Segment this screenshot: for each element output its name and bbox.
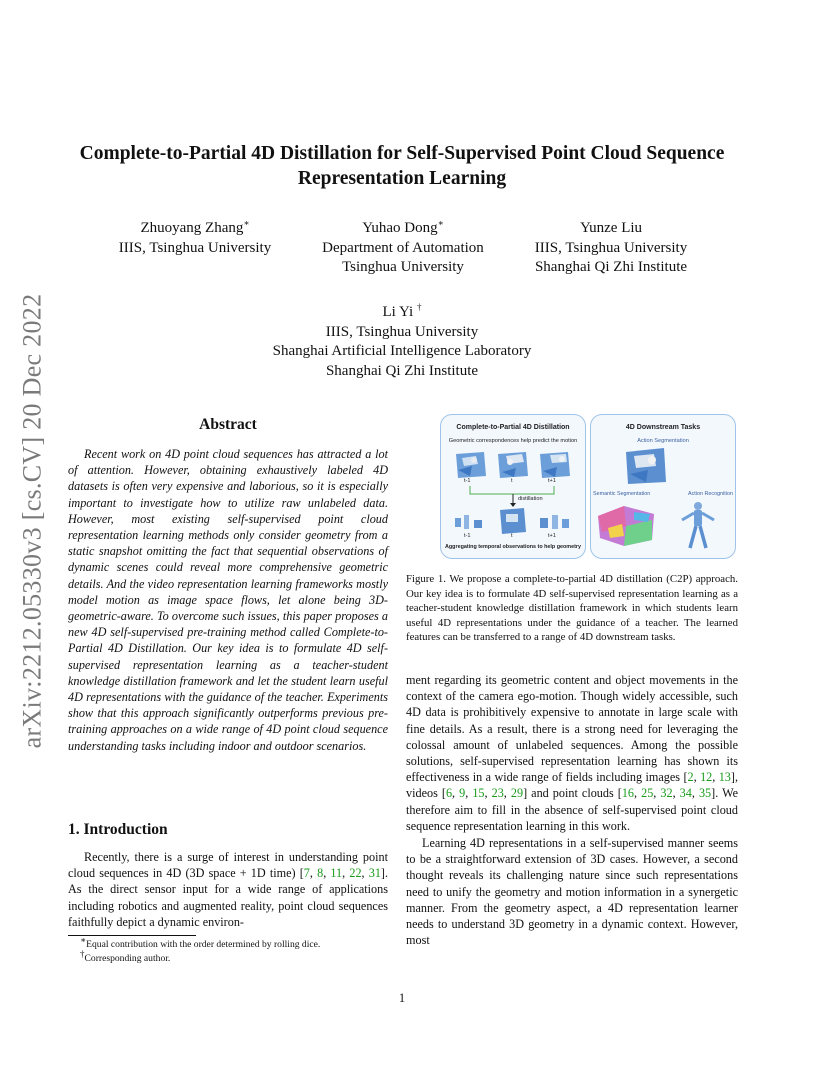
author-affiliation: Tsinghua University bbox=[342, 259, 464, 275]
citation-link[interactable]: 35 bbox=[698, 786, 712, 801]
author-mark: † bbox=[416, 302, 422, 312]
author-affiliation: IIIS, Tsinghua University bbox=[325, 323, 479, 340]
abstract-text: Recent work on 4D point cloud sequences has attracted a lot of attention. However, obtaining exhaustively labeled 4D datasets is often very expensive and laborious, so it is especially important to investigate how to utilize raw unlabeled data. However, most existing self-supervised point cloud representation learning methods only consider geometry from a static snapshot omitting the fact that sequential observations of dynamic scenes could reveal more comprehensive geometric details. And the video representation learning frameworks mostly model motion as image space flows, let alone being 3D-geometric-aware. To overcome such issues, this paper proposes a new 4D self-supervised pre-training method called Complete-to-Partial 4D Distillation. Our key idea is to formulate 4D self-supervised representation learning as a teacher-student knowledge distillation framework and let the student learn useful 4D representations with the guidance of the teacher. Experiments show that this approach significantly outperforms previous pre-training approaches on a wide range of 4D point cloud sequence understanding tasks including indoor and outdoor scenarios. bbox=[68, 447, 388, 753]
footnote-rule bbox=[68, 935, 196, 936]
citation-link[interactable]: 31 bbox=[368, 866, 381, 881]
semantic-segmentation-image bbox=[594, 502, 658, 548]
frame-label: t-1 bbox=[464, 533, 471, 539]
text-run: ment regarding its geometric content and object movements in the context of the camera ego-motion. Though widely accessible, such 4D data is prohibitively expensive to annotate in large scale with fine details. As a result, there is a strong need for leveraging the colossal amount of unlabeled sequences. Among the possible solutions, self-supervised representation learning has shown its effectiveness in a wide range of fields including images [ bbox=[406, 673, 738, 785]
citation-link[interactable]: 34 bbox=[679, 786, 692, 801]
footnote-2: Corresponding author. bbox=[84, 953, 171, 964]
action-segmentation-image bbox=[624, 446, 668, 486]
text-run: ], videos [ bbox=[406, 770, 738, 801]
figure-1 bbox=[440, 414, 736, 559]
text-run: ] and point clouds [ bbox=[523, 786, 622, 801]
title-line-1: Complete-to-Partial 4D Distillation for Self-Supervised Point Cloud Sequence bbox=[79, 143, 725, 164]
author-block-2 bbox=[306, 219, 500, 278]
point-cloud-frame-t-plus-1-image bbox=[538, 450, 572, 480]
paragraph: ment regarding its geometric content and object movements in the context of the camera ego-motion. Though widely accessible, such 4D data is prohibitively expensive to annotate in large scale with fine details. As a result, there is a strong need for leveraging the colossal amount of unlabeled sequences. Among the possible solutions, self-supervised representation learning has shown its effectiveness in a wide range of fields including images [2, 12, 13], videos [6, 9, 15, 23, 29] and point clouds [16, 25, 32, 34, 35]. We therefore aim to fill in the absence of self-supervised point cloud sequence representation learning in this work. bbox=[406, 673, 739, 833]
action-recognition-human-image bbox=[678, 500, 718, 552]
page-number: 1 bbox=[398, 991, 406, 1005]
figure-panel-subtitle: Geometric correspondences help predict the motion bbox=[448, 438, 578, 444]
frame-label: t+1 bbox=[548, 533, 556, 539]
author-affiliation: Department of Automation bbox=[322, 239, 484, 256]
figure-panel-footer: Aggregating temporal observations to help geometry bbox=[445, 544, 581, 550]
citation-link[interactable]: 12 bbox=[700, 770, 713, 785]
text-run: Recently, there is a surge of interest in understanding point cloud sequences in 4D (3D space + 1D time) [ bbox=[68, 850, 388, 881]
author-name: Yunze Liu bbox=[579, 220, 643, 236]
text-run: ]. We therefore aim to fill in the absence of self-supervised point cloud sequence representation learning in this work. bbox=[406, 786, 739, 833]
footnote-mark: ∗ bbox=[80, 934, 87, 945]
frame-label: t bbox=[511, 478, 513, 484]
citation-link[interactable]: 8 bbox=[317, 866, 324, 881]
footnotes bbox=[80, 934, 400, 966]
arxiv-id: arXiv:2212.05330v3 [cs.CV] 20 Dec 2022 bbox=[17, 293, 46, 749]
arxiv-sidebar-stamp bbox=[4, 282, 60, 760]
paper-title bbox=[68, 141, 736, 191]
distillation-label: distillation bbox=[518, 496, 543, 502]
author-block-1 bbox=[104, 219, 286, 258]
introduction-paragraph: Recently, there is a surge of interest in understanding point cloud sequences in 4D (3D space + 1D time) [7, 8, 11, 22, 31]. As the direct sensor input for a wide range of applications including robotics and augmented reality, point cloud sequences faithfully depict a dynamic environ- bbox=[68, 850, 389, 929]
abstract-heading: Abstract bbox=[199, 416, 257, 433]
title-line-2: Representation Learning bbox=[297, 168, 507, 189]
footnote-mark: † bbox=[80, 948, 85, 959]
figure-panel-title: 4D Downstream Tasks bbox=[625, 424, 701, 431]
author-name: Li Yi bbox=[382, 304, 414, 320]
author-affiliation: Shanghai Qi Zhi Institute bbox=[534, 259, 688, 275]
author-affiliation: IIIS, Tsinghua University bbox=[534, 239, 688, 256]
figure-panel-title: Complete-to-Partial 4D Distillation bbox=[456, 424, 570, 431]
citation-link[interactable]: 7 bbox=[303, 866, 310, 881]
author-name: Zhuoyang Zhang bbox=[140, 220, 244, 236]
author-mark: ∗ bbox=[437, 218, 444, 228]
author-name: Yuhao Dong bbox=[362, 220, 438, 236]
task-label-semantic-segmentation: Semantic Segmentation bbox=[593, 491, 651, 497]
author-mark: ∗ bbox=[243, 218, 250, 228]
point-cloud-frame-t-minus-1-image bbox=[454, 450, 488, 480]
citation-link[interactable]: 11 bbox=[330, 866, 343, 881]
introduction-heading: 1. Introduction bbox=[68, 821, 168, 838]
frame-label: t bbox=[511, 533, 513, 539]
frame-label: t+1 bbox=[548, 478, 556, 484]
author-block-3 bbox=[518, 219, 704, 278]
partial-frame-t-plus-1-image bbox=[538, 512, 572, 534]
task-label-action-segmentation: Action Segmentation bbox=[637, 438, 689, 444]
citation-link[interactable]: 9 bbox=[459, 786, 466, 801]
right-column-text bbox=[406, 672, 738, 948]
partial-frame-t-image bbox=[496, 506, 530, 536]
paragraph: Learning 4D representations in a self-supervised manner seems to be a straightforward extension of 3D cases. However, a second thought reveals its challenging nature since such representations need to unify the geometry and motion information in a synergetic manner. From the geometry aspect, a 4D representation learner needs to understand 3D geometry in a dynamic context. However, most bbox=[406, 836, 738, 948]
citation-link[interactable]: 29 bbox=[510, 786, 524, 801]
frame-label: t-1 bbox=[464, 478, 471, 484]
figure-1-caption: Figure 1. We propose a complete-to-partial 4D distillation (C2P) approach. Our key idea is to formulate 4D self-supervised representation learning as a teacher-student knowledge distillation framework in which students learn useful 4D representations under the guidance of a teacher. The learned features can be transferred to a range of 4D downstream tasks. bbox=[406, 573, 738, 644]
citation-link[interactable]: 16 bbox=[621, 786, 635, 801]
text-run: ]. As the direct sensor input for a wide range of applications including robotics and augmented reality, point cloud sequences faithfully depict a dynamic environ- bbox=[68, 866, 389, 929]
point-cloud-frame-t-image bbox=[496, 450, 530, 480]
partial-frame-t-minus-1-image bbox=[452, 512, 486, 534]
task-label-action-recognition: Action Recognition bbox=[688, 491, 733, 497]
distillation-arrows bbox=[464, 486, 564, 508]
citation-link[interactable]: 6 bbox=[445, 786, 453, 801]
citation-link[interactable]: 2 bbox=[687, 770, 694, 785]
footnote-1: Equal contribution with the order determined by rolling dice. bbox=[86, 939, 321, 950]
citation-link[interactable]: 32 bbox=[660, 786, 673, 801]
author-affiliation: Shanghai Qi Zhi Institute bbox=[325, 362, 479, 379]
author-affiliation: Shanghai Artificial Intelligence Laboratory bbox=[272, 343, 532, 359]
author-block-4 bbox=[232, 303, 572, 381]
author-affiliation: IIIS, Tsinghua University bbox=[118, 239, 272, 256]
citation-link[interactable]: 13 bbox=[718, 770, 731, 785]
citation-link[interactable]: 23 bbox=[491, 786, 504, 801]
citation-link[interactable]: 15 bbox=[472, 786, 485, 801]
citation-link[interactable]: 25 bbox=[641, 786, 654, 801]
citation-link[interactable]: 22 bbox=[349, 866, 362, 881]
